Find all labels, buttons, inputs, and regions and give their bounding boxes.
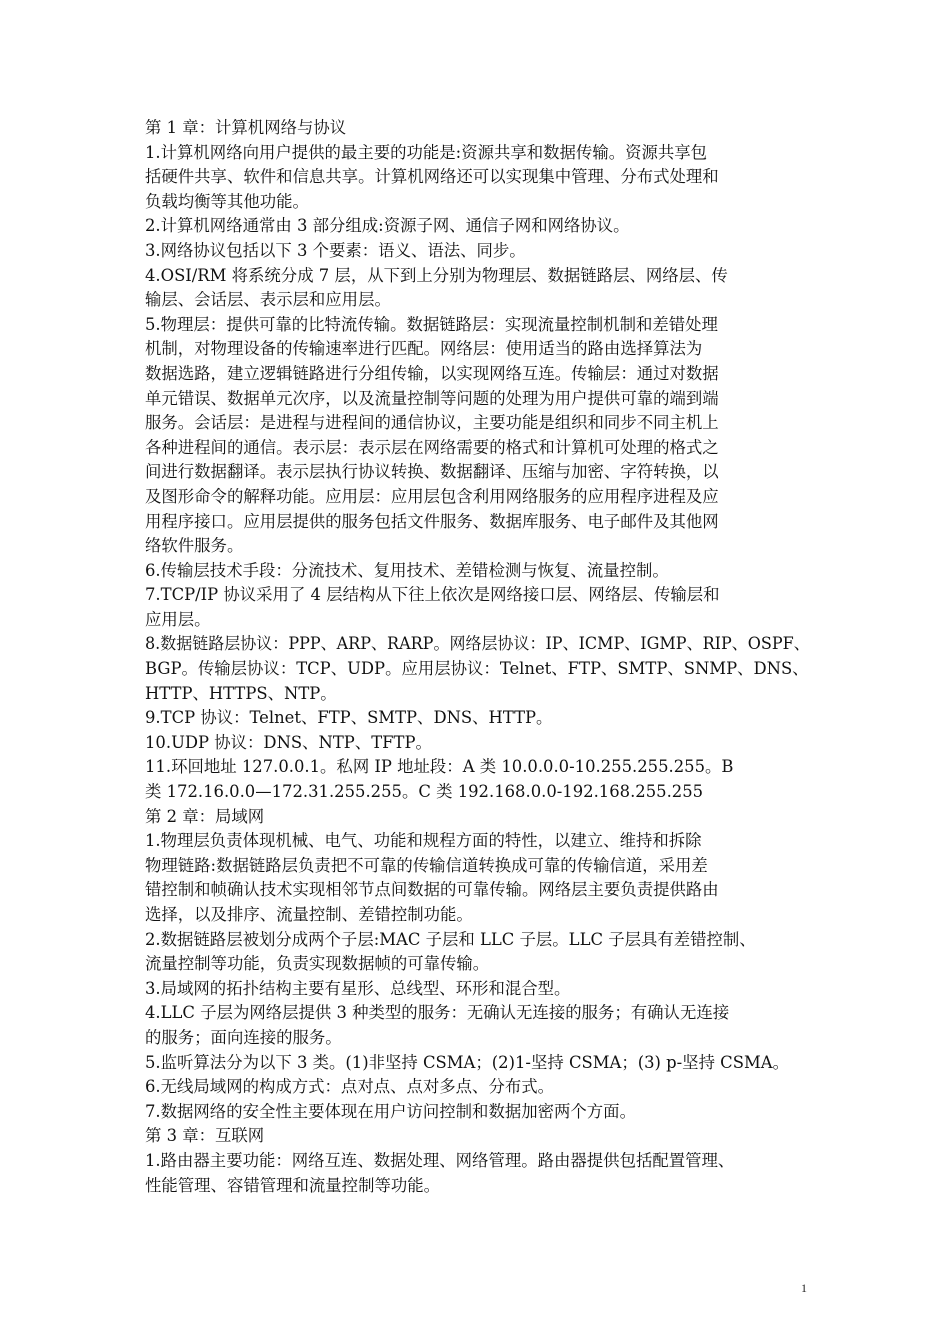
text-line: 负载均衡等其他功能。 <box>145 191 309 211</box>
text-line: 3.网络协议包括以下 3 个要素：语义、语法、同步。 <box>145 240 526 260</box>
text-line: 6.无线局域网的构成方式：点对点、点对多点、分布式。 <box>145 1077 555 1097</box>
text-line: 流量控制等功能，负责实现数据帧的可靠传输。 <box>145 954 490 974</box>
text-line: 用程序接口。应用层提供的服务包括文件服务、数据库服务、电子邮件及其他网 <box>145 511 719 531</box>
text-line: 5.物理层：提供可靠的比特流传输。数据链路层：实现流量控制机制和差错处理 <box>145 314 718 334</box>
text-line: 物理链路:数据链路层负责把不可靠的传输信道转换成可靠的传输信道，采用差 <box>145 855 708 875</box>
text-line: 第 3 章：互联网 <box>145 1126 265 1146</box>
text-line: 间进行数据翻译。表示层执行协议转换、数据翻译、压缩与加密、字符转换，以 <box>145 462 719 482</box>
text-line: 11.环回地址 127.0.0.1。私网 IP 地址段：A 类 10.0.0.0-10.255.255.255。B <box>145 757 734 777</box>
text-line: HTTP、HTTPS、NTP。 <box>145 683 337 703</box>
text-line: 选择，以及排序、流量控制、差错控制功能。 <box>145 905 473 924</box>
text-line: 4.LLC 子层为网络层提供 3 种类型的服务：无确认无连接的服务；有确认无连接 <box>145 1003 730 1023</box>
text-line: 单元错误、数据单元次序，以及流量控制等问题的处理为用户提供可靠的端到端 <box>145 388 719 408</box>
text-line: 服务。会话层：是进程与进程间的通信协议，主要功能是组织和同步不同主机上 <box>145 413 719 433</box>
text-line: 第 2 章：局域网 <box>145 806 265 826</box>
text-line: 5.监听算法分为以下 3 类。(1)非坚持 CSMA；(2)1-坚持 CSMA；(3) p-坚持 CSMA。 <box>145 1052 789 1072</box>
text-line: 性能管理、容错管理和流量控制等功能。 <box>145 1175 441 1195</box>
text-line: 1.物理层负责体现机械、电气、功能和规程方面的特性，以建立、维持和拆除 <box>145 831 702 851</box>
text-line: 1.路由器主要功能：网络互连、数据处理、网络管理。路由器提供包括配置管理、 <box>145 1150 735 1170</box>
text-line: 4.OSI/RM 将系统分成 7 层，从下到上分别为物理层、数据链路层、网络层、传 <box>145 265 728 285</box>
text-line: 的服务；面向连接的服务。 <box>145 1027 342 1047</box>
text-line: 输层、会话层、表示层和应用层。 <box>145 290 391 310</box>
text-line: 类 172.16.0.0—172.31.255.255。C 类 192.168.0.0-192.168.255.255 <box>145 782 704 802</box>
text-line: 错控制和帧确认技术实现相邻节点间数据的可靠传输。网络层主要负责提供路由 <box>145 880 719 900</box>
text-line: 8.数据链路层协议：PPP、ARP、RARP。网络层协议：IP、ICMP、IGMP、RIP、OSPF、 <box>145 634 810 654</box>
text-line: 2.计算机网络通常由 3 部分组成:资源子网、通信子网和网络协议。 <box>145 216 630 236</box>
text-line: 9.TCP 协议：Telnet、FTP、SMTP、DNS、HTTP。 <box>145 708 553 728</box>
text-line: 第 1 章：计算机网络与协议 <box>145 118 347 137</box>
text-line: 及图形命令的解释功能。应用层：应用层包含利用网络服务的应用程序进程及应 <box>145 486 719 506</box>
text-line: 10.UDP 协议：DNS、NTP、TFTP。 <box>145 732 432 752</box>
text-line: 应用层。 <box>145 609 211 629</box>
text-line: 络软件服务。 <box>145 536 244 556</box>
text-line: 1.计算机网络向用户提供的最主要的功能是:资源共享和数据传输。资源共享包 <box>145 142 708 162</box>
page-number: 1 <box>801 1281 807 1295</box>
document-body <box>145 116 810 1198</box>
text-line: BGP。传输层协议：TCP、UDP。应用层协议：Telnet、FTP、SMTP、SNMP、DNS、 <box>145 659 809 679</box>
text-line: 各种进程间的通信。表示层：表示层在网络需要的格式和计算机可处理的格式之 <box>145 437 719 457</box>
text-line: 3.局域网的拓扑结构主要有星形、总线型、环形和混合型。 <box>145 978 571 998</box>
text-line: 6.传输层技术手段：分流技术、复用技术、差错检测与恢复、流量控制。 <box>145 560 669 580</box>
text-line: 机制，对物理设备的传输速率进行匹配。网络层：使用适当的路由选择算法为 <box>145 339 703 359</box>
text-line: 数据选路，建立逻辑链路进行分组传输，以实现网络互连。传输层：通过对数据 <box>145 363 719 383</box>
text-line: 括硬件共享、软件和信息共享。计算机网络还可以实现集中管理、分布式处理和 <box>145 167 719 187</box>
text-line: 7.数据网络的安全性主要体现在用户访问控制和数据加密两个方面。 <box>145 1101 636 1121</box>
text-line: 7.TCP/IP 协议采用了 4 层结构从下往上依次是网络接口层、网络层、传输层和 <box>145 585 720 605</box>
text-line: 2.数据链路层被划分成两个子层:MAC 子层和 LLC 子层。LLC 子层具有差错控制、 <box>145 929 756 949</box>
